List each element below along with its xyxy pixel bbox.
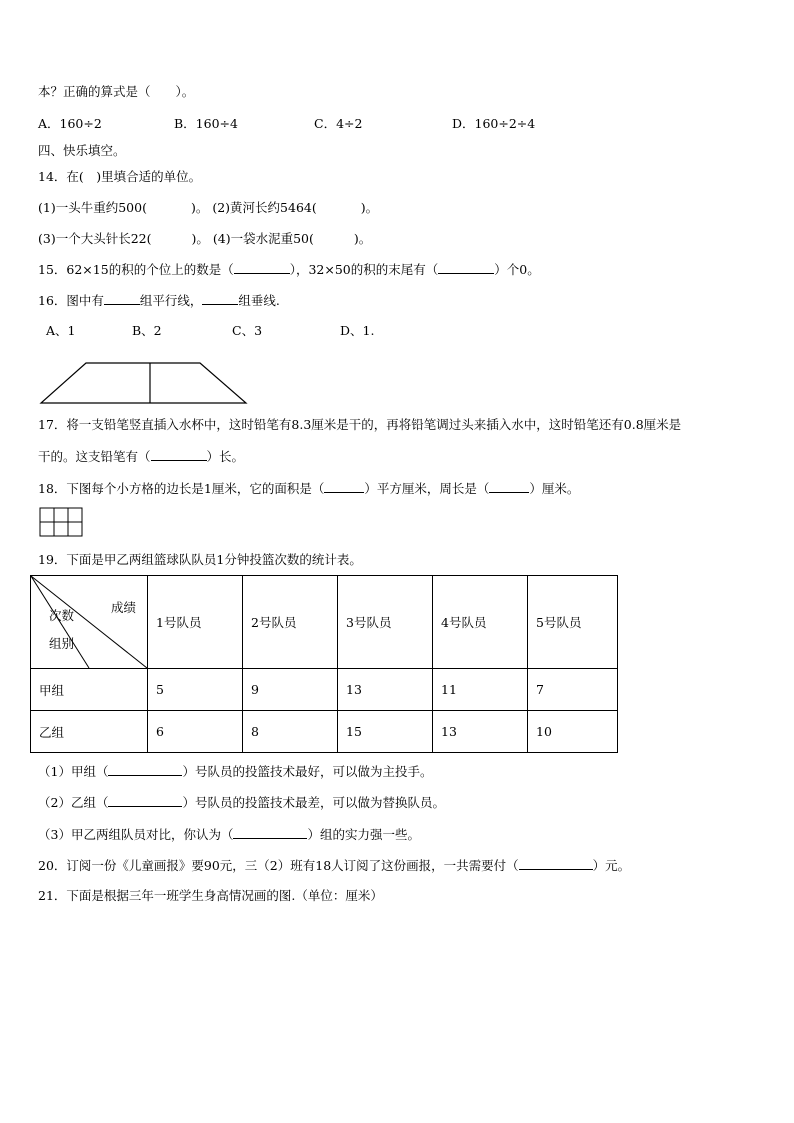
table-cell: 10: [528, 711, 618, 753]
q21-stem: 21．下面是根据三年一班学生身高情况画的图.（单位：厘米）: [38, 888, 383, 903]
q17-line2: [38, 448, 244, 465]
column-header: 2号队员: [243, 576, 338, 669]
q19-sub2: [38, 794, 445, 811]
q16-blank1[interactable]: [104, 292, 140, 305]
q19-sub1-part1: （1）甲组（: [38, 764, 109, 779]
table-row: [31, 669, 618, 711]
q20: [38, 857, 630, 874]
q18-part3: ）厘米。: [529, 481, 580, 496]
q19-sub1: [38, 763, 432, 780]
row-group-label: 乙组: [31, 711, 148, 753]
q17-blank[interactable]: [151, 448, 207, 461]
table-cell: 11: [433, 669, 528, 711]
q13-option-d: D．160÷2÷4: [452, 116, 536, 131]
q14-line2: [38, 231, 371, 247]
q13-stem: 本？正确的算式是（ ）。: [38, 84, 195, 99]
table-corner-cell: [31, 576, 148, 669]
q16-option-c: C、3: [232, 323, 263, 338]
q18-blank1[interactable]: [324, 480, 364, 493]
q15-part3: ）个0。: [494, 262, 540, 277]
table-row: [31, 711, 618, 753]
table-cell: 13: [338, 669, 433, 711]
q19-sub1-part2: ）号队员的投篮技术最好，可以做为主投手。: [182, 764, 433, 779]
q14-close3: )。: [191, 231, 209, 246]
q15-part1: 15．62×15的积的个位上的数是（: [38, 262, 234, 277]
q14-blank3[interactable]: [152, 231, 192, 243]
grid-figure: [38, 506, 86, 538]
q19-sub2-part1: （2）乙组（: [38, 795, 109, 810]
q19-sub2-part2: ）号队员的投篮技术最差，可以做为替换队员。: [182, 795, 445, 810]
q14-blank2[interactable]: [317, 200, 361, 212]
q13-option-c: C．4÷2: [314, 116, 363, 131]
q19-sub3-part2: ）组的实力强一些。: [307, 827, 420, 842]
column-header: 4号队员: [433, 576, 528, 669]
trapezoid-figure: [38, 360, 250, 406]
q17-line1: 17．将一支铅笔竖直插入水杯中，这时铅笔有8.3厘米是干的，再将铅笔调过头来插入水中，这时铅笔还有0.8厘米是: [38, 417, 682, 432]
q19-sub3: [38, 826, 420, 843]
q17-part1: 干的。这支铅笔有（: [38, 449, 151, 464]
q16-option-a: A、1: [46, 323, 76, 338]
q18-part1: 18．下图每个小方格的边长是1厘米，它的面积是（: [38, 481, 325, 496]
q16-option-b: B、2: [132, 323, 162, 338]
row-group-label: 甲组: [31, 669, 148, 711]
table-cell: 6: [148, 711, 243, 753]
q20-part2: ）元。: [592, 858, 631, 873]
q19-sub3-blank[interactable]: [233, 826, 307, 839]
column-header: 5号队员: [528, 576, 618, 669]
q14-part3: (3)一个大头针长22(: [38, 231, 152, 246]
q15-blank2[interactable]: [438, 261, 494, 274]
q14-blank1[interactable]: [147, 200, 191, 212]
q16-option-d: D、1.: [340, 323, 375, 338]
table-cell: 13: [433, 711, 528, 753]
column-header: 1号队员: [148, 576, 243, 669]
q14-part4: (4)一袋水泥重50(: [212, 231, 314, 246]
q14-close2: )。: [360, 200, 379, 215]
q15-part2: ），32×50的积的末尾有（: [289, 262, 439, 277]
q14-close1: )。: [190, 200, 209, 215]
corner-label-group: 组别: [49, 636, 75, 651]
q19-sub3-part1: （3）甲乙两组队员对比，你认为（: [38, 827, 234, 842]
q17-part2: ）长。: [206, 449, 245, 464]
corner-label-score: 成绩: [111, 600, 137, 615]
table-header-row: [31, 576, 618, 669]
table-cell: 8: [243, 711, 338, 753]
q20-blank[interactable]: [519, 857, 593, 870]
q18: [38, 480, 579, 497]
q16-part1: 16．图中有: [38, 293, 104, 308]
q18-blank2[interactable]: [489, 480, 529, 493]
q19-sub1-blank[interactable]: [108, 763, 182, 776]
q18-part2: ）平方厘米，周长是（: [364, 481, 490, 496]
corner-label-count: 次数: [49, 608, 75, 623]
q20-part1: 20．订阅一份《儿童画报》要90元，三（2）班有18人订阅了这份画报，一共需要付（: [38, 858, 519, 873]
q13-option-a: A．160÷2: [38, 116, 102, 131]
q14-line1: [38, 200, 378, 216]
q16-part3: 组垂线.: [238, 293, 280, 308]
q14-close4: )。: [353, 231, 372, 246]
table-cell: 5: [148, 669, 243, 711]
q14-stem: 14．在( )里填合适的单位。: [38, 169, 202, 184]
table-cell: 15: [338, 711, 433, 753]
q16-part2: 组平行线，: [139, 293, 203, 308]
column-header: 3号队员: [338, 576, 433, 669]
q15: [38, 261, 540, 278]
q15-blank1[interactable]: [234, 261, 290, 274]
q14-part1: (1)一头牛重约500(: [38, 200, 147, 215]
stats-table: [30, 575, 618, 753]
q19-sub2-blank[interactable]: [108, 794, 182, 807]
table-cell: 7: [528, 669, 618, 711]
section-title: 四、快乐填空。: [38, 143, 126, 158]
q14-blank4[interactable]: [314, 231, 354, 243]
q14-part2: (2)黄河长约5464(: [212, 200, 317, 215]
q16-blank2[interactable]: [202, 292, 238, 305]
table-cell: 9: [243, 669, 338, 711]
q16: [38, 292, 280, 309]
q19-stem: 19．下面是甲乙两组篮球队队员1分钟投篮次数的统计表。: [38, 552, 362, 567]
q13-option-b: B．160÷4: [174, 116, 238, 131]
